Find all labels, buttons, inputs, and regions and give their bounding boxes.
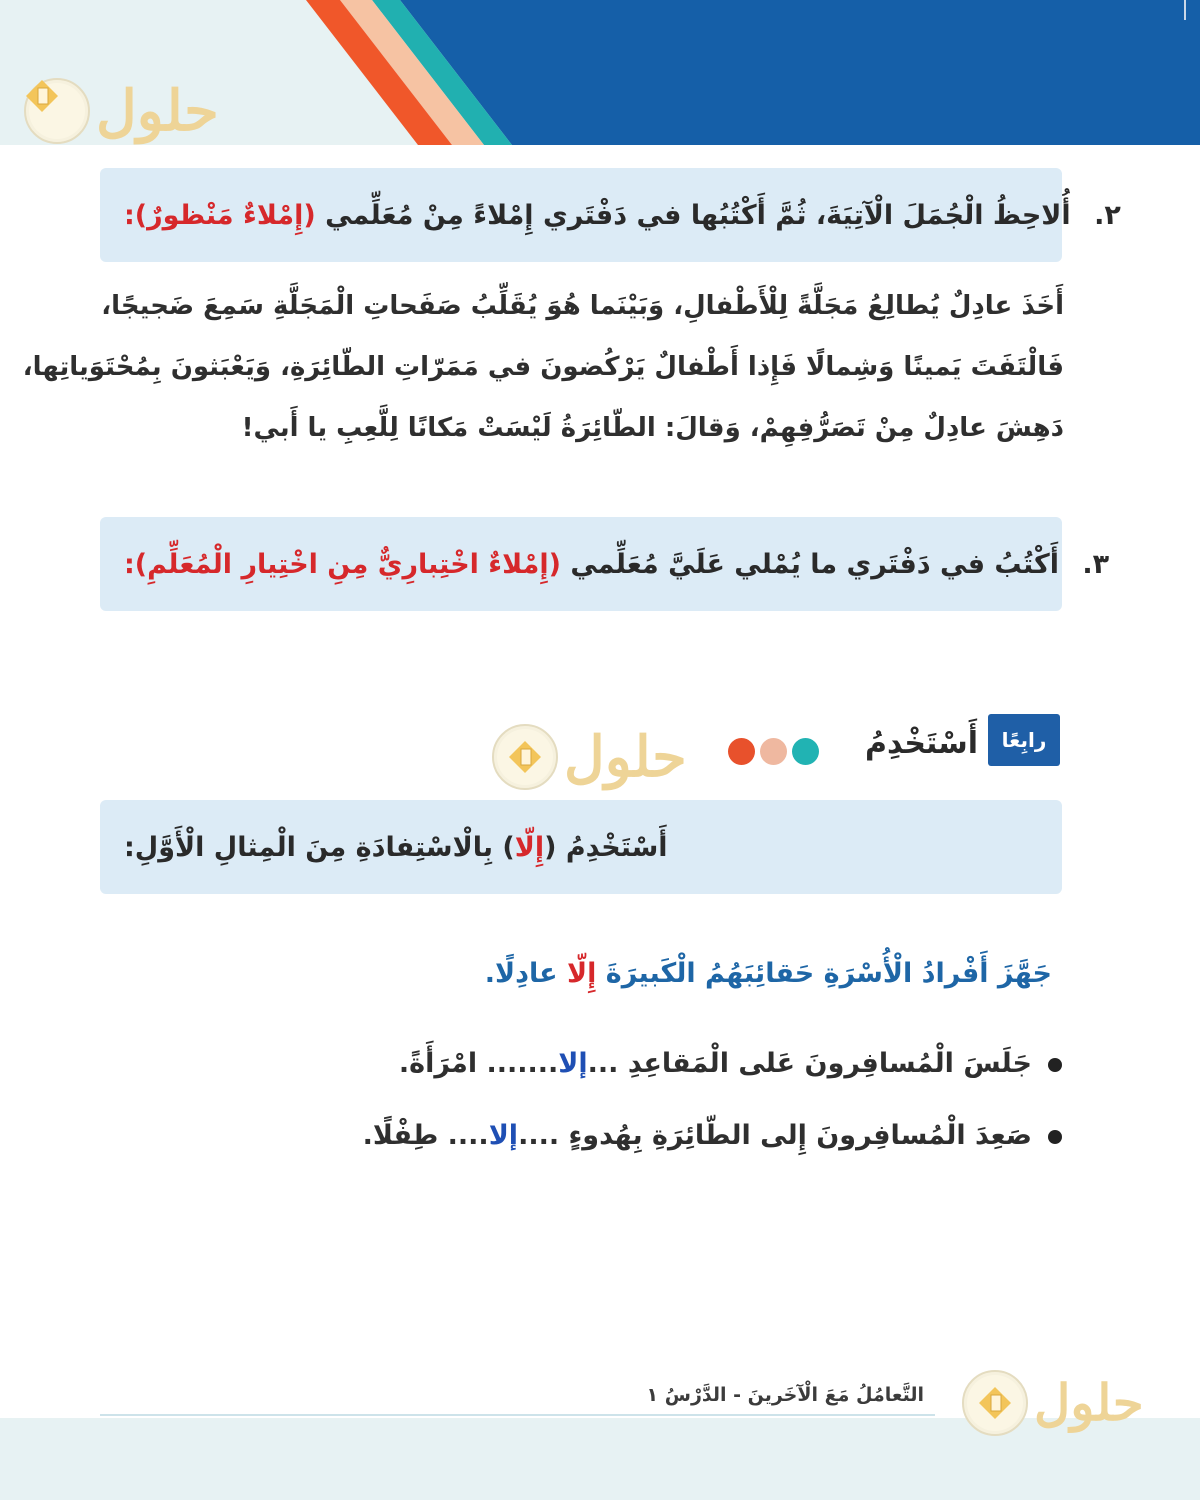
bullet-icon xyxy=(1048,1130,1062,1144)
question-3-bar xyxy=(100,517,1110,611)
instruction-keyword: إِلّا xyxy=(514,831,545,863)
dot-orange xyxy=(728,738,755,765)
header-band xyxy=(0,0,1200,145)
question-2-bar xyxy=(100,168,1121,262)
bullet-icon xyxy=(1048,1058,1062,1072)
example-keyword: إِلّا xyxy=(566,958,597,989)
use-instruction-bar xyxy=(100,800,1062,894)
exercise-answer: إلا xyxy=(558,1048,588,1079)
question-2-text xyxy=(124,200,1121,231)
corner-line xyxy=(1184,0,1186,20)
instruction-suffix: ) بِالْاسْتِفادَةِ مِنَ الْمِثالِ الْأَوَّلِ: xyxy=(124,831,515,863)
dictation-paragraph xyxy=(22,276,1064,459)
footer-lesson-title: التَّعامُلُ مَعَ الْآخَرينَ - الدَّرْسُ ١ xyxy=(646,1384,924,1406)
book-icon xyxy=(962,1370,1028,1436)
exercise-after: ....... امْرَأَةً. xyxy=(398,1048,559,1079)
paragraph-line: فَالْتَفَتَ يَمينًا وَشِمالًا فَإِذا أَطْفالٌ يَرْكُضونَ في مَمَرّاتِ الطّائِرَةِ، وَيَعْبَثونَ بِمُحْتَوَياتِها، xyxy=(22,352,1064,382)
question-3-text xyxy=(124,549,1109,580)
site-logo xyxy=(24,78,219,144)
exercise-before: صَعِدَ الْمُسافِرونَ إِلى الطّائِرَةِ بِهُدوءٍ .... xyxy=(518,1120,1032,1151)
exercise-item xyxy=(100,1048,1062,1079)
logo-text: حلول xyxy=(564,724,687,790)
paragraph-line: أَخَذَ عادِلٌ يُطالِعُ مَجَلَّةً لِلْأَطْفالِ، وَبَيْنَما هُوَ يُقَلِّبُ صَفَحاتِ الْمَجَلَّةِ سَمِعَ ضَجيجًا، xyxy=(101,291,1064,321)
example-before: جَهَّزَ أَفْرادُ الْأُسْرَةِ حَقائِبَهُمُ الْكَبيرَةَ xyxy=(605,958,1052,989)
paragraph-line: دَهِشَ عادِلٌ مِنْ تَصَرُّفِهِمْ، وَقالَ: الطّائِرَةُ لَيْسَتْ مَكانًا لِلَّعِبِ يا أَبي! xyxy=(241,413,1064,443)
dot-teal xyxy=(792,738,819,765)
question-3-highlight: (إِمْلاءٌ اخْتِبارِيٌّ مِنِ اخْتِيارِ الْمُعَلِّمِ): xyxy=(124,548,561,580)
question-number: ٣. xyxy=(1082,548,1110,580)
instruction-prefix: أَسْتَخْدِمُ ( xyxy=(544,831,668,863)
exercise-answer: إلا xyxy=(488,1120,519,1151)
example-sentence xyxy=(100,958,1052,989)
exercise-before: جَلَسَ الْمُسافِرونَ عَلى الْمَقاعِدِ ... xyxy=(587,1048,1032,1079)
logo-text: حلول xyxy=(1034,1373,1144,1432)
section-dots xyxy=(728,738,820,766)
example-after: عادِلًا. xyxy=(484,958,558,989)
book-icon xyxy=(24,78,90,144)
question-2-highlight: (إِمْلاءٌ مَنْظورٌ): xyxy=(124,199,316,231)
section-tag: رابِعًا xyxy=(988,714,1060,766)
footer-logo xyxy=(962,1370,1144,1436)
exercise-after: .... طِفْلًا. xyxy=(362,1120,489,1151)
dot-peach xyxy=(760,738,787,765)
watermark-logo xyxy=(492,724,687,790)
section-title: أَسْتَخْدِمُ xyxy=(865,726,978,761)
question-number: ٢. xyxy=(1094,199,1121,231)
use-instruction xyxy=(124,832,668,863)
logo-text: حلول xyxy=(96,78,219,144)
question-3-instruction: أَكْتُبُ في دَفْتَري ما يُمْلي عَلَيَّ مُعَلِّمي xyxy=(570,548,1059,580)
exercise-item xyxy=(100,1120,1062,1151)
question-2-instruction: أُلاحِظُ الْجُمَلَ الْآتِيَةَ، ثُمَّ أَكْتُبُها في دَفْتَري إِمْلاءً مِنْ مُعَلِّمي xyxy=(325,199,1071,231)
footer-divider xyxy=(100,1414,935,1416)
book-icon xyxy=(492,724,558,790)
